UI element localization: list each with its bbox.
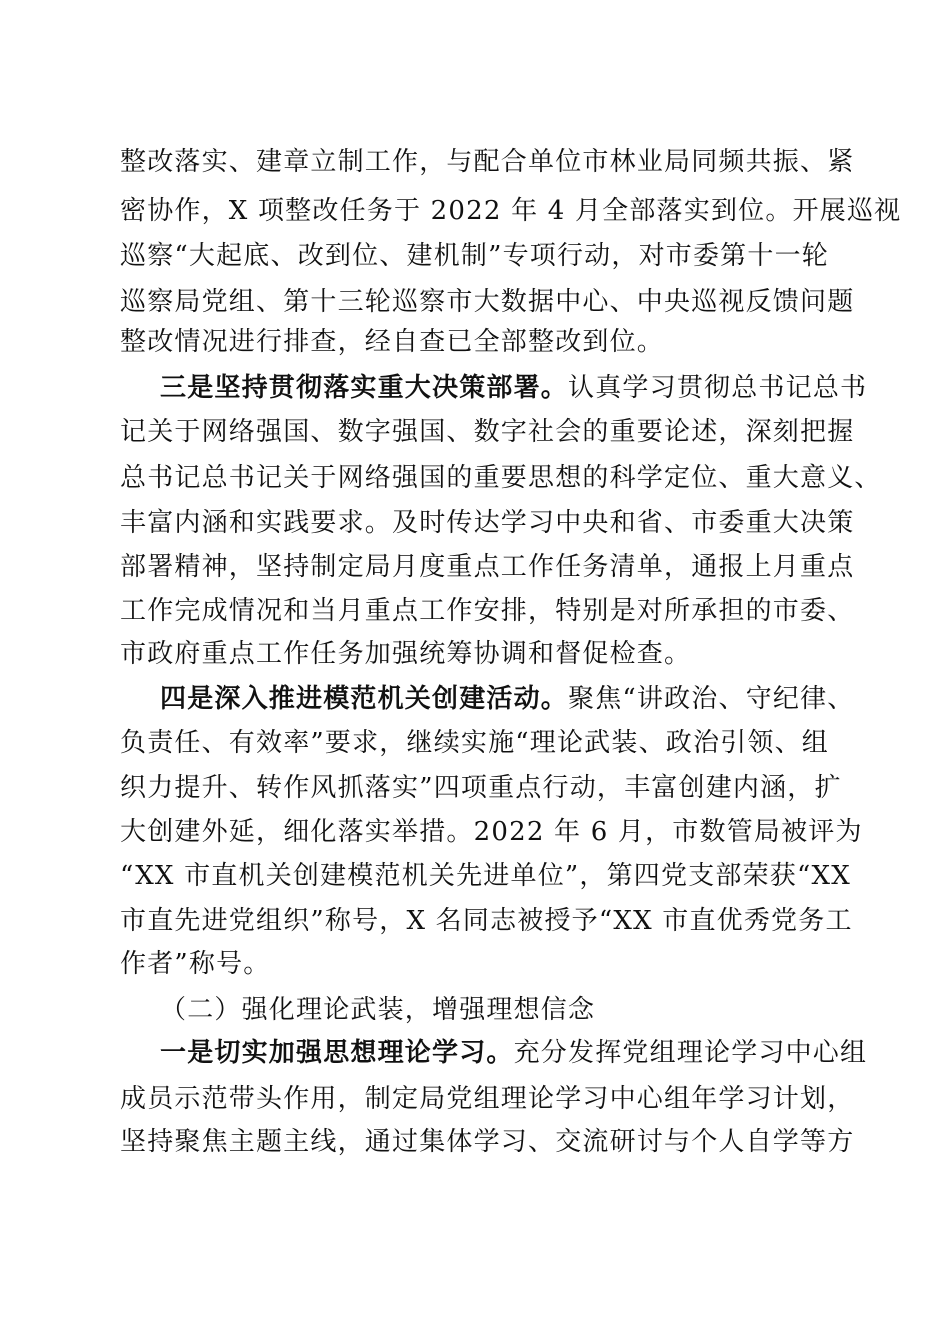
body-text-line: 密协作，X 项整改任务于 2022 年 4 月全部落实到位。开展巡视 bbox=[120, 196, 902, 226]
body-text-line: 坚持聚焦主题主线，通过集体学习、交流研讨与个人自学等方 bbox=[120, 1127, 855, 1157]
section-heading: （二）强化理论武装，增强理想信念 bbox=[160, 995, 596, 1025]
body-text-line: 巡察“大起底、改到位、建机制”专项行动，对市委第十一轮 bbox=[120, 241, 829, 271]
body-text-line: 工作完成情况和当月重点工作安排，特别是对所承担的市委、 bbox=[120, 596, 855, 626]
body-text-line: 巡察局党组、第十三轮巡察市大数据中心、中央巡视反馈问题 bbox=[120, 287, 855, 317]
body-text: 聚焦“讲政治、守纪律、 bbox=[568, 684, 855, 714]
body-text-line: 市直先进党组织”称号，X 名同志被授予“XX 市直优秀党务工 bbox=[120, 906, 853, 936]
body-text: 认真学习贯彻总书记总书 bbox=[568, 373, 868, 403]
body-text-line: 大创建外延，细化落实举措。2022 年 6 月，市数管局被评为 bbox=[120, 817, 863, 847]
paragraph-heading: 一是切实加强思想理论学习。 bbox=[160, 1038, 514, 1068]
body-text-line: 成员示范带头作用，制定局党组理论学习中心组年学习计划， bbox=[120, 1084, 855, 1114]
paragraph-heading: 四是深入推进模范机关创建活动。 bbox=[160, 684, 569, 714]
body-text-line: 织力提升、转作风抓落实”四项重点行动，丰富创建内涵，扩 bbox=[120, 773, 842, 803]
body-text-line: “XX 市直机关创建模范机关先进单位”，第四党支部荣获“XX bbox=[120, 861, 851, 891]
paragraph-first-line bbox=[160, 1035, 867, 1071]
body-text-line: 负责任、有效率”要求，继续实施“理论武装、政治引领、组 bbox=[120, 728, 829, 758]
body-text-line: 整改落实、建章立制工作，与配合单位市林业局同频共振、紧 bbox=[120, 147, 855, 177]
body-text-line: 市政府重点工作任务加强统筹协调和督促检查。 bbox=[120, 639, 692, 669]
body-text-line: 记关于网络强国、数字强国、数字社会的重要论述，深刻把握 bbox=[120, 417, 855, 447]
body-text-line: 作者”称号。 bbox=[120, 949, 271, 979]
body-text-line: 总书记总书记关于网络强国的重要思想的科学定位、重大意义、 bbox=[120, 463, 882, 493]
body-text-line: 部署精神，坚持制定局月度重点工作任务清单，通报上月重点 bbox=[120, 552, 855, 582]
paragraph-first-line bbox=[160, 370, 867, 406]
paragraph-heading: 三是坚持贯彻落实重大决策部署。 bbox=[160, 373, 569, 403]
body-text-line: 整改情况进行排查，经自查已全部整改到位。 bbox=[120, 327, 665, 357]
body-text: 充分发挥党组理论学习中心组 bbox=[513, 1038, 868, 1068]
paragraph-first-line bbox=[160, 681, 855, 717]
body-text-line: 丰富内涵和实践要求。及时传达学习中央和省、市委重大决策 bbox=[120, 508, 855, 538]
